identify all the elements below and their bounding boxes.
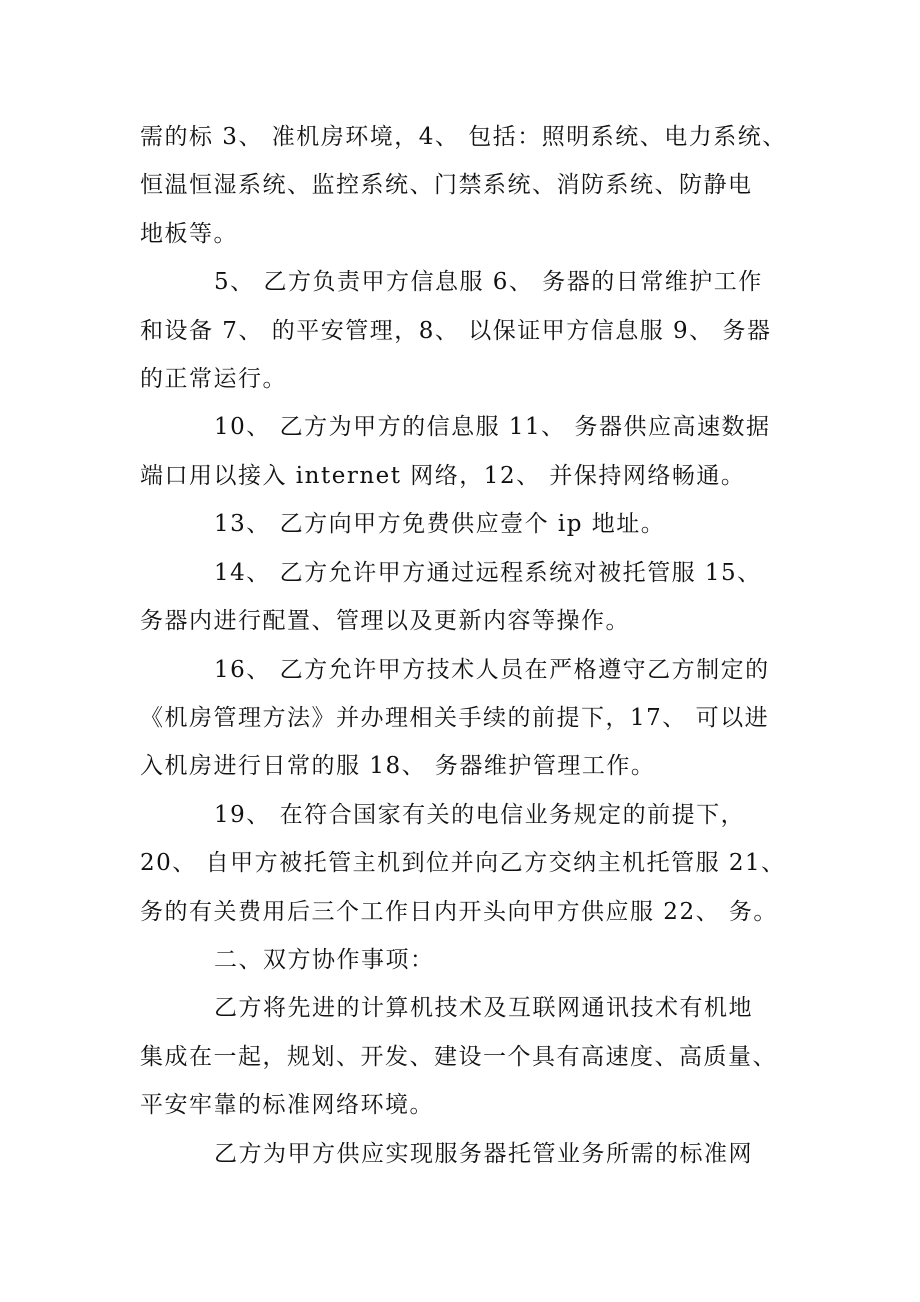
text-line: 《机房管理方法》并办理相关手续的前提下，17、 可以进: [140, 705, 770, 731]
text-line: 13、 乙方向甲方免费供应壹个 ip 地址。: [214, 511, 666, 537]
text-line: 入机房进行日常的服 18、 务器维护管理工作。: [140, 753, 656, 779]
text-line: 平安牢靠的标准网络环境。: [140, 1092, 434, 1118]
section-heading: 二、双方协作事项：: [214, 947, 435, 973]
text-line: 端口用以接入 internet 网络，12、 并保持网络畅通。: [140, 463, 746, 489]
text-line: 5、 乙方负责甲方信息服 6、 务器的日常维护工作: [214, 269, 763, 295]
text-line: 乙方将先进的计算机技术及互联网通讯技术有机地: [214, 995, 753, 1021]
text-line: 的正常运行。: [140, 366, 287, 392]
text-line: 16、 乙方允许甲方技术人员在严格遵守乙方制定的: [214, 657, 770, 683]
text-line: 14、 乙方允许甲方通过远程系统对被托管服 15、: [214, 560, 762, 586]
text-line: 集成在一起，规划、开发、建设一个具有高速度、高质量、: [140, 1044, 777, 1070]
text-line: 20、 自甲方被托管主机到位并向乙方交纳主机托管服 21、: [140, 850, 786, 876]
text-line: 19、 在符合国家有关的电信业务规定的前提下，: [214, 802, 746, 828]
text-line: 务的有关费用后三个工作日内开头向甲方供应服 22、 务。: [140, 899, 778, 925]
text-line: 恒温恒湿系统、监控系统、门禁系统、消防系统、防静电: [140, 172, 753, 198]
text-line: 务器内进行配置、管理以及更新内容等操作。: [140, 608, 630, 634]
text-line: 和设备 7、 的平安管理，8、 以保证甲方信息服 9、 务器: [140, 318, 772, 344]
text-line: 需的标 3、 准机房环境，4、 包括：照明系统、电力系统、: [140, 124, 787, 150]
text-line: 地板等。: [140, 221, 238, 247]
text-line: 10、 乙方为甲方的信息服 11、 务器供应高速数据: [214, 414, 771, 440]
text-line: 乙方为甲方供应实现服务器托管业务所需的标准网: [214, 1141, 753, 1167]
